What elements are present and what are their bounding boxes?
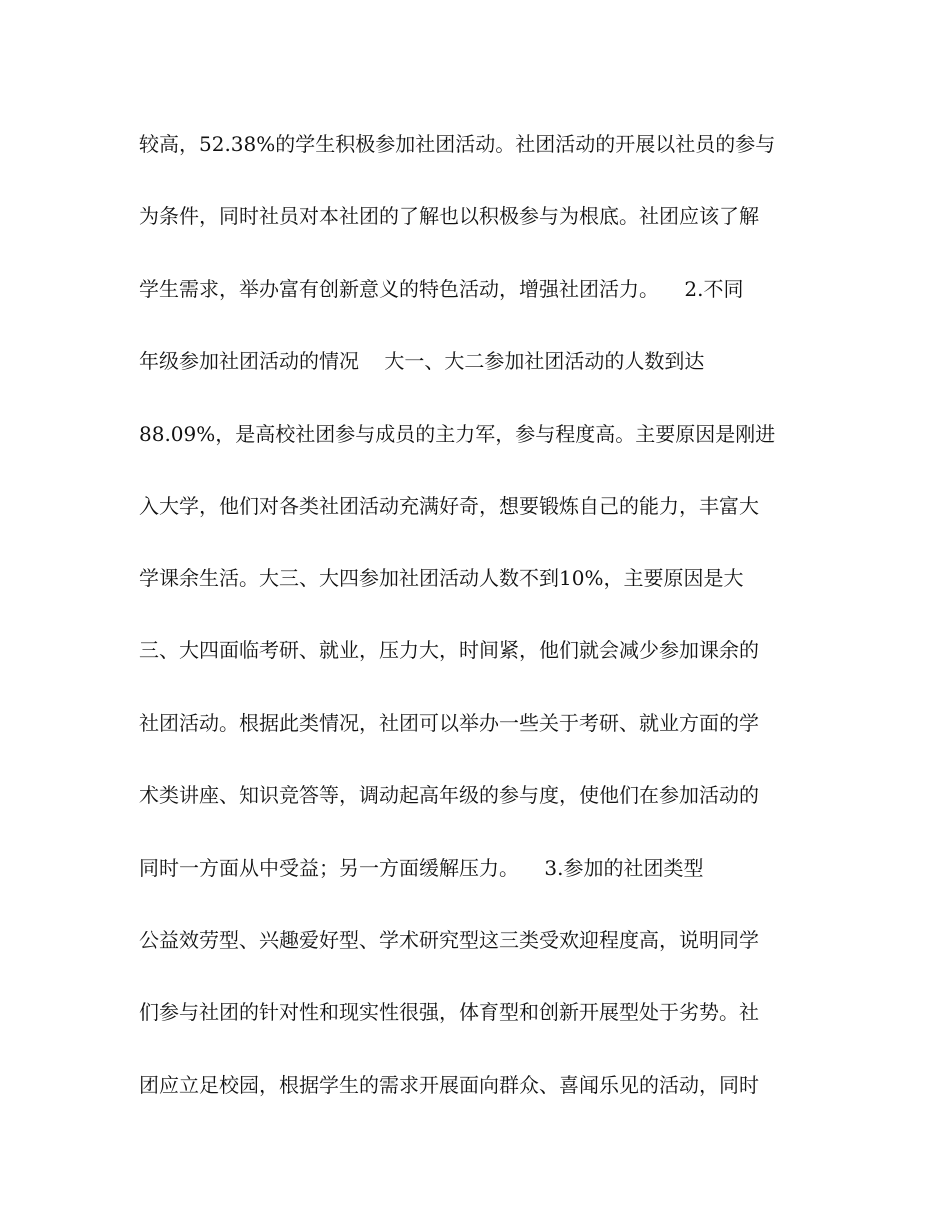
- text-line: 学课余生活。大三、大四参加社团活动人数不到10%，主要原因是大: [139, 566, 744, 590]
- text-line: 术类讲座、知识竞答等，调动起高年级的参与度，使他们在参加活动的: [139, 783, 759, 807]
- text-line: 为条件，同时社员对本社团的了解也以积极参与为根底。社团应该了解: [139, 204, 759, 228]
- text-line: 学生需求，举办富有创新意义的特色活动，增强社团活力。 2.不同: [139, 277, 744, 301]
- text-line: 较高，52.38%的学生积极参加社团活动。社团活动的开展以社员的参与: [139, 132, 776, 156]
- text-line: 同时一方面从中受益；另一方面缓解压力。 3.参加的社团类型: [139, 856, 704, 880]
- text-line: 年级参加社团活动的情况 大一、大二参加社团活动的人数到达: [139, 349, 705, 373]
- text-line: 们参与社团的针对性和现实性很强，体育型和创新开展型处于劣势。社: [139, 1000, 759, 1024]
- text-line: 社团活动。根据此类情况，社团可以举办一些关于考研、就业方面的学: [139, 711, 759, 735]
- text-line: 88.09%，是高校社团参与成员的主力军，参与程度高。主要原因是刚进: [139, 422, 776, 446]
- text-line: 三、大四面临考研、就业，压力大，时间紧，他们就会减少参加课余的: [139, 638, 759, 662]
- text-line: 公益效劳型、兴趣爱好型、学术研究型这三类受欢迎程度高，说明同学: [139, 928, 759, 952]
- text-line: 团应立足校园，根据学生的需求开展面向群众、喜闻乐见的活动，同时: [139, 1073, 759, 1097]
- text-line: 入大学，他们对各类社团活动充满好奇，想要锻炼自己的能力，丰富大: [139, 494, 759, 518]
